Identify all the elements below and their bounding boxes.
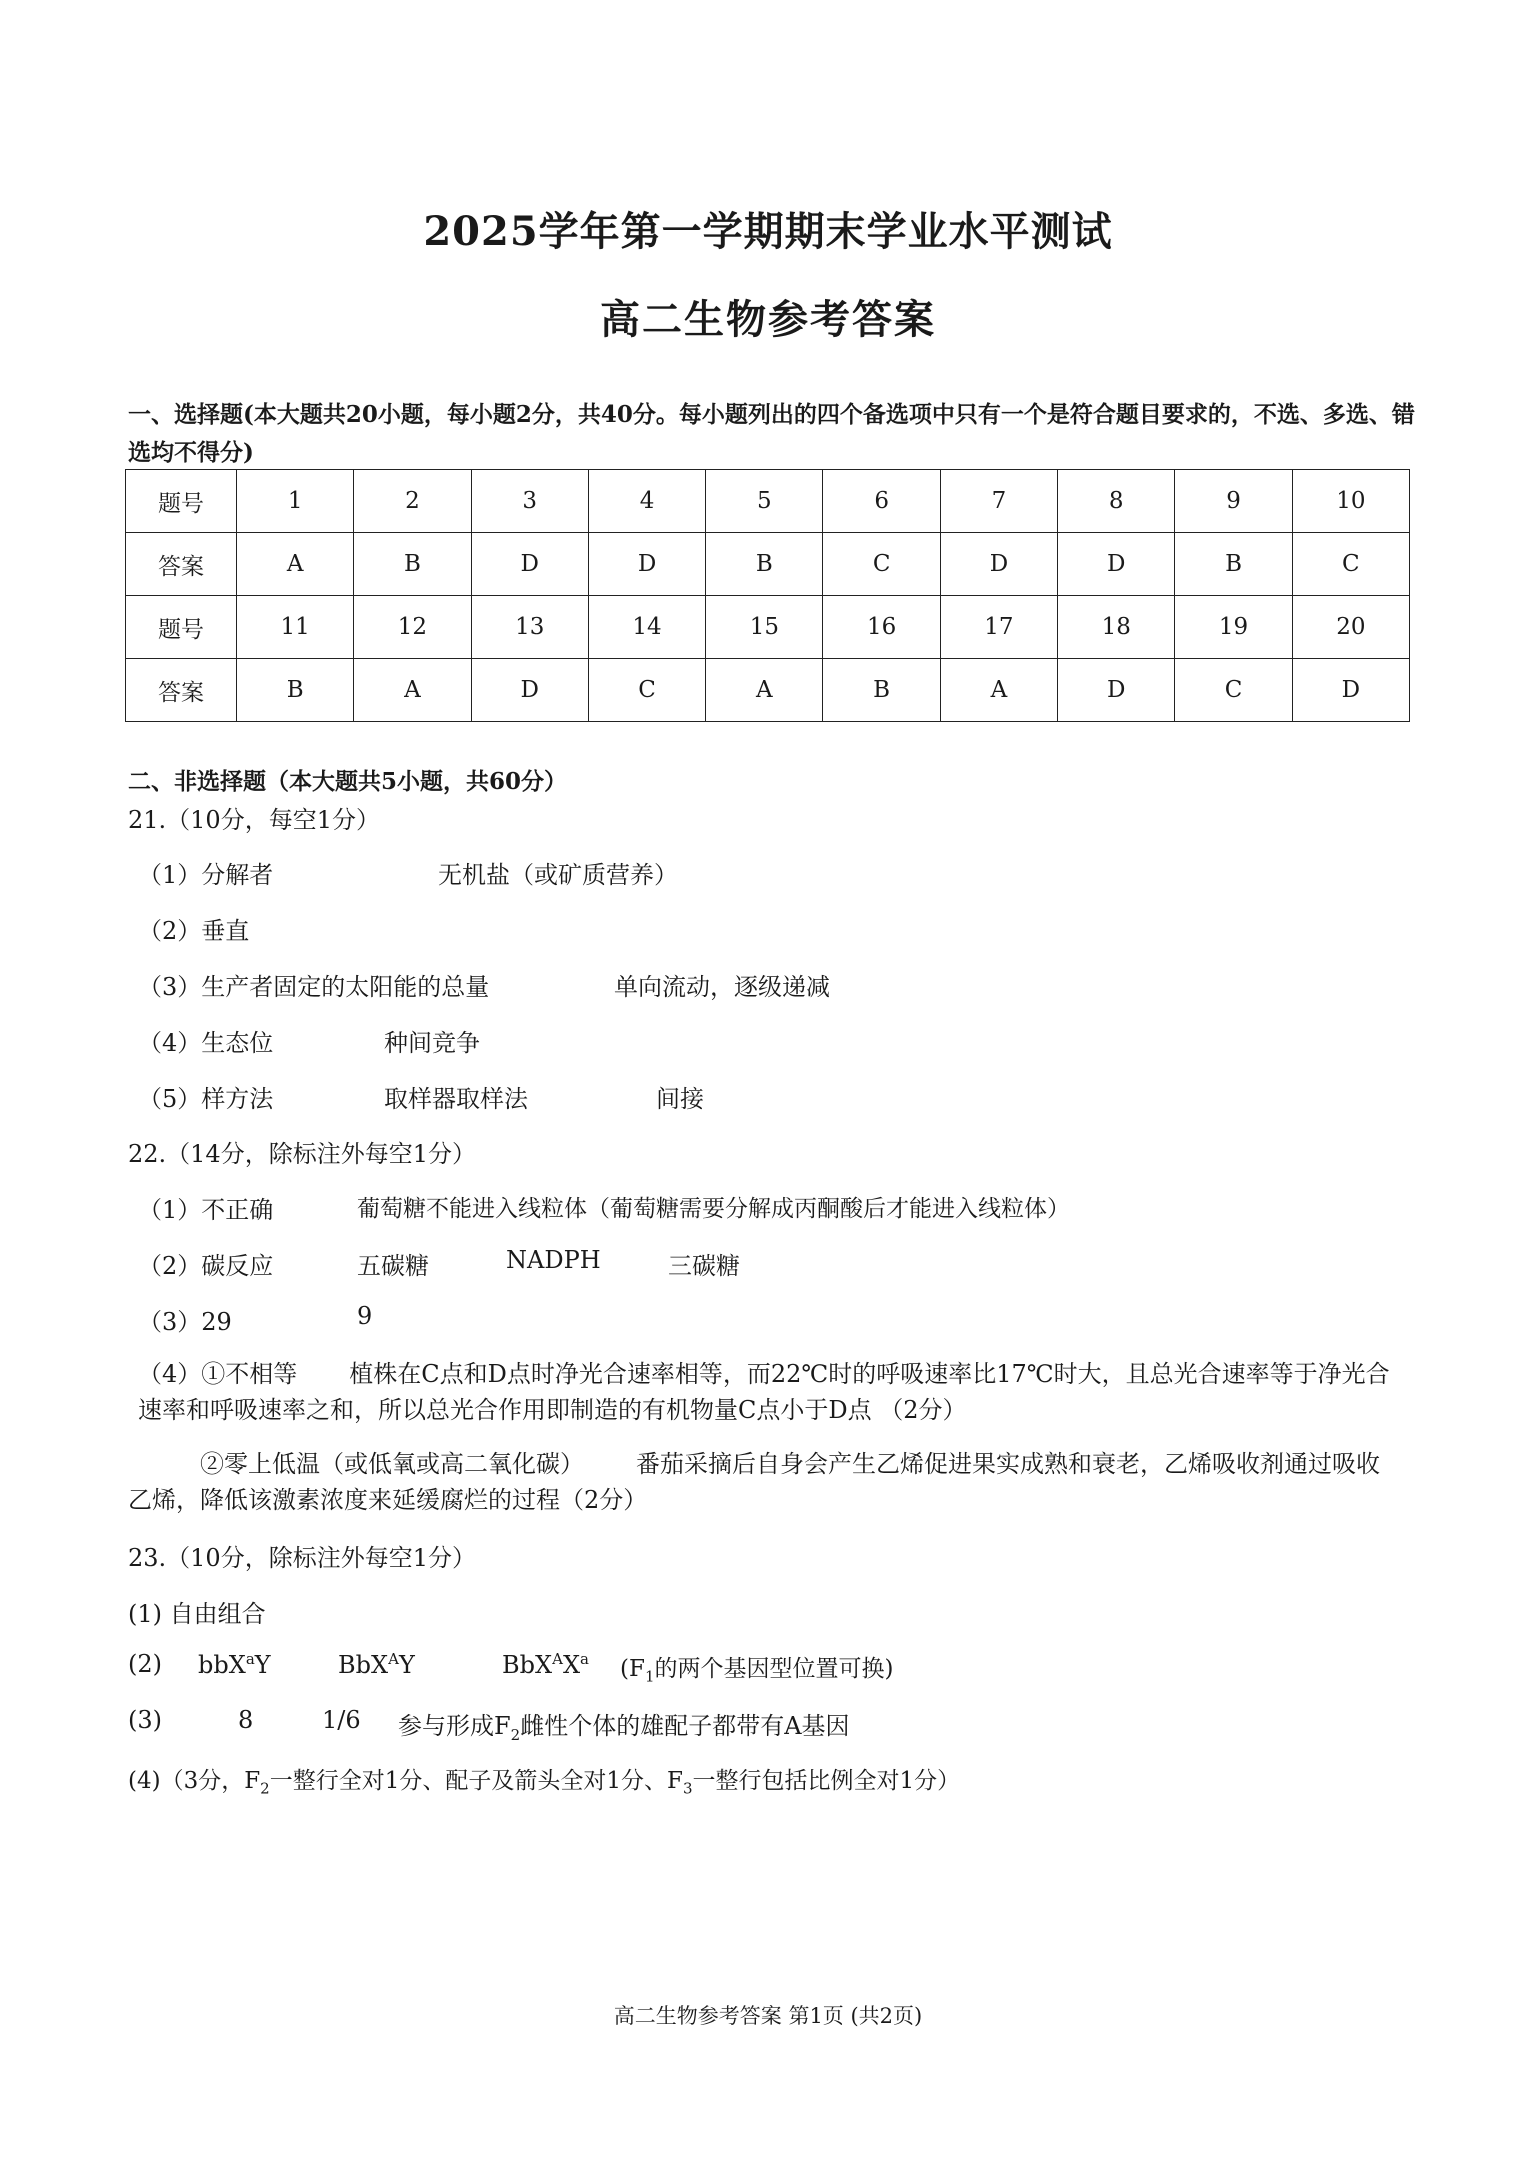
- q21-item2: （2）垂直: [138, 917, 250, 945]
- table-cell: A: [354, 659, 471, 722]
- note-sub: 1: [644, 1667, 655, 1686]
- table-cell: 7: [940, 470, 1057, 533]
- answer-sub: 2: [260, 1779, 270, 1798]
- table-cell: 6: [823, 470, 940, 533]
- table-cell: 题号: [126, 596, 237, 659]
- table-cell: C: [1292, 533, 1409, 596]
- q21-item4: （4）生态位: [138, 1029, 274, 1057]
- answer-text: （1）分解者: [138, 861, 274, 889]
- table-cell: 1: [237, 470, 354, 533]
- q22-item1: （1）不正确: [138, 1196, 274, 1224]
- genotype-sup: A: [388, 1650, 399, 1668]
- table-cell: 14: [588, 596, 705, 659]
- table-cell: 4: [588, 470, 705, 533]
- genotype-part: BbX: [502, 1651, 553, 1679]
- genotype-part: Y: [398, 1651, 415, 1679]
- genotype-2: [338, 1650, 415, 1679]
- answer-sub: 2: [510, 1725, 521, 1744]
- genotype-sup: A: [552, 1650, 563, 1668]
- q22-title: 22.（14分，除标注外每空1分）: [128, 1140, 476, 1168]
- q23-item4: [128, 1762, 960, 1798]
- table-cell: 19: [1175, 596, 1292, 659]
- page-title: 2025学年第一学期期末学业水平测试: [423, 208, 1113, 255]
- table-cell: 5: [706, 470, 823, 533]
- answer-text: 无机盐（或矿质营养）: [438, 861, 678, 889]
- answer-part: (4)（3分，F: [128, 1768, 261, 1794]
- table-cell: D: [1058, 659, 1175, 722]
- q21-item1: [138, 855, 273, 890]
- q22-item3: （3）29: [138, 1308, 232, 1336]
- table-row-a2: [126, 659, 1410, 722]
- answer-text: 番茄采摘后自身会产生乙烯促进果实成熟和衰老，乙烯吸收剂通过吸收乙烯，降低该激素浓度来延缓腐烂的过程（2分）: [128, 1450, 1380, 1514]
- q23-item3: (3): [128, 1706, 162, 1734]
- page-footer: 高二生物参考答案 第1页 (共2页): [613, 2004, 923, 2028]
- table-cell: 20: [1292, 596, 1409, 659]
- table-cell: B: [354, 533, 471, 596]
- answer-text: 取样器取样法: [384, 1085, 528, 1113]
- table-cell: 17: [940, 596, 1057, 659]
- table-cell: C: [588, 659, 705, 722]
- table-cell: D: [471, 659, 588, 722]
- table-cell: D: [471, 533, 588, 596]
- table-cell: C: [823, 533, 940, 596]
- answer-table: [125, 469, 1410, 722]
- q23-title: 23.（10分，除标注外每空1分）: [128, 1544, 476, 1572]
- table-cell: D: [1058, 533, 1175, 596]
- answer-text: NADPH: [506, 1246, 601, 1274]
- table-cell: 15: [706, 596, 823, 659]
- table-cell: 11: [237, 596, 354, 659]
- section1-heading: 一、选择题(本大题共20小题，每小题2分，共40分。每小题列出的四个备选项中只有一个是符合题目要求的，不选、多选、错选均不得分): [128, 401, 1415, 466]
- answer-sub: 3: [682, 1779, 693, 1798]
- table-cell: C: [1175, 659, 1292, 722]
- q22-item4-2: [128, 1446, 1400, 1518]
- table-cell: 答案: [126, 533, 237, 596]
- genotype-part: Y: [254, 1651, 271, 1679]
- table-cell: B: [706, 533, 823, 596]
- table-row-a1: [126, 533, 1410, 596]
- table-row-q2: [126, 596, 1410, 659]
- answer-part: 参与形成F: [398, 1712, 511, 1740]
- answer-part: 一整行全对1分、配子及箭头全对1分、F: [269, 1768, 683, 1794]
- answer-label: （4）①不相等: [138, 1360, 298, 1388]
- q23-item2: [128, 1650, 162, 1678]
- section2-heading: 二、非选择题（本大题共5小题，共60分）: [128, 768, 568, 795]
- answer-text: 五碳糖: [357, 1252, 429, 1280]
- q21-title: 21.（10分，每空1分）: [128, 806, 380, 834]
- table-cell: 3: [471, 470, 588, 533]
- q23-item1: (1) 自由组合: [128, 1600, 266, 1628]
- table-row-q1: [126, 470, 1410, 533]
- table-cell: A: [237, 533, 354, 596]
- answer-text: 种间竞争: [384, 1029, 480, 1057]
- genotype-1: [198, 1650, 271, 1679]
- table-cell: 12: [354, 596, 471, 659]
- table-cell: 9: [1175, 470, 1292, 533]
- q21-item3: （3）生产者固定的太阳能的总量: [138, 973, 490, 1001]
- answer-part: 一整行包括比例全对1分）: [692, 1768, 961, 1794]
- table-cell: B: [823, 659, 940, 722]
- answer-text: 1/6: [322, 1706, 361, 1734]
- table-cell: 8: [1058, 470, 1175, 533]
- answer-text: 植株在C点和D点时净光合速率相等，而22℃时的呼吸速率比17℃时大，且总光合速率等于净光合速率和呼吸速率之和，所以总光合作用即制造的有机物量C点小于D点 （2分）: [138, 1360, 1390, 1424]
- table-cell: 题号: [126, 470, 237, 533]
- q22-item4: [138, 1356, 1400, 1428]
- genotype-3: [502, 1650, 589, 1679]
- q22-item2: （2）碳反应: [138, 1252, 274, 1280]
- answer-text: 单向流动，逐级递减: [614, 973, 830, 1001]
- answer-text: 葡萄糖不能进入线粒体（葡萄糖需要分解成丙酮酸后才能进入线粒体）: [357, 1196, 1070, 1222]
- genotype-part: BbX: [338, 1651, 389, 1679]
- genotype-note: [620, 1650, 893, 1686]
- answer-part: 雌性个体的雄配子都带有A基因: [520, 1712, 850, 1740]
- table-cell: B: [237, 659, 354, 722]
- table-cell: 13: [471, 596, 588, 659]
- table-cell: D: [940, 533, 1057, 596]
- answer-text: 三碳糖: [668, 1252, 740, 1280]
- table-cell: 18: [1058, 596, 1175, 659]
- table-cell: D: [1292, 659, 1409, 722]
- genotype-part: bbX: [198, 1651, 246, 1679]
- note-part: 的两个基因型位置可换): [654, 1656, 894, 1682]
- table-cell: 2: [354, 470, 471, 533]
- answer-text: 间接: [656, 1085, 704, 1113]
- q21-item5: （5）样方法: [138, 1085, 274, 1113]
- note-part: (F: [620, 1656, 645, 1682]
- answer-label: (2): [128, 1650, 162, 1678]
- table-cell: B: [1175, 533, 1292, 596]
- table-cell: D: [588, 533, 705, 596]
- table-cell: A: [940, 659, 1057, 722]
- answer-text: [398, 1706, 850, 1744]
- table-cell: 10: [1292, 470, 1409, 533]
- genotype-part: X: [562, 1651, 581, 1679]
- answer-label: ②零上低温（或低氧或高二氧化碳）: [200, 1450, 584, 1478]
- answer-text: 9: [357, 1302, 373, 1330]
- page-subtitle: 高二生物参考答案: [600, 296, 936, 343]
- table-cell: 16: [823, 596, 940, 659]
- genotype-sup: a: [580, 1650, 589, 1668]
- answer-text: 8: [238, 1706, 254, 1734]
- table-cell: A: [706, 659, 823, 722]
- table-cell: 答案: [126, 659, 237, 722]
- genotype-sup: a: [245, 1650, 255, 1668]
